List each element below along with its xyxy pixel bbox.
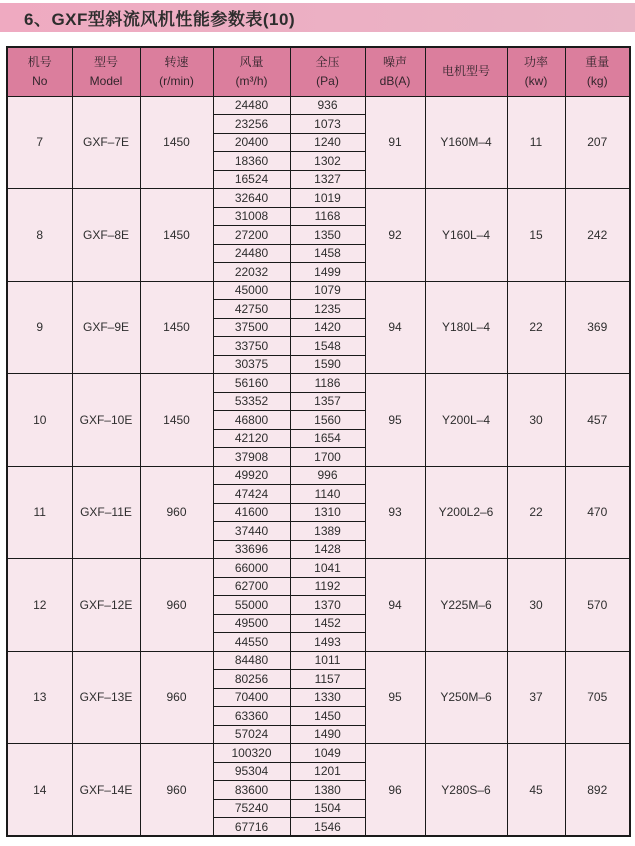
cell-no: 9 xyxy=(7,281,72,374)
cell-power: 22 xyxy=(507,281,565,374)
cell-pressure: 1235 xyxy=(290,300,365,319)
cell-flow: 16524 xyxy=(213,170,290,189)
table-row xyxy=(7,651,630,670)
cell-flow: 49500 xyxy=(213,614,290,633)
cell-pressure: 1370 xyxy=(290,596,365,615)
cell-flow: 37440 xyxy=(213,522,290,541)
cell-model: GXF–7E xyxy=(72,96,140,189)
cell-pressure: 1560 xyxy=(290,411,365,430)
cell-weight: 457 xyxy=(565,374,630,467)
cell-flow: 37908 xyxy=(213,448,290,467)
column-header-line2: dB(A) xyxy=(379,73,411,88)
cell-noise: 94 xyxy=(365,559,425,652)
cell-flow: 46800 xyxy=(213,411,290,430)
column-header xyxy=(7,47,72,96)
cell-motor: Y160M–4 xyxy=(425,96,507,189)
column-header-line1: 型号 xyxy=(93,55,118,70)
table-header xyxy=(7,47,630,96)
column-header-line1: 重量 xyxy=(585,55,610,70)
table-row xyxy=(7,281,630,300)
cell-pressure: 1073 xyxy=(290,115,365,134)
cell-power: 22 xyxy=(507,466,565,559)
cell-motor: Y280S–6 xyxy=(425,744,507,837)
cell-weight: 369 xyxy=(565,281,630,374)
header-row xyxy=(7,47,630,96)
column-header xyxy=(507,47,565,96)
cell-motor: Y200L–4 xyxy=(425,374,507,467)
column-header xyxy=(140,47,213,96)
cell-power: 30 xyxy=(507,559,565,652)
cell-power: 11 xyxy=(507,96,565,189)
cell-speed: 1450 xyxy=(140,96,213,189)
column-header xyxy=(565,47,630,96)
cell-no: 11 xyxy=(7,466,72,559)
cell-pressure: 936 xyxy=(290,96,365,115)
cell-noise: 93 xyxy=(365,466,425,559)
cell-power: 37 xyxy=(507,651,565,744)
cell-model: GXF–12E xyxy=(72,559,140,652)
column-header-line1: 全压 xyxy=(315,55,340,70)
cell-pressure: 1458 xyxy=(290,244,365,263)
cell-flow: 42120 xyxy=(213,429,290,448)
cell-speed: 1450 xyxy=(140,374,213,467)
cell-pressure: 1504 xyxy=(290,799,365,818)
cell-flow: 47424 xyxy=(213,485,290,504)
cell-flow: 70400 xyxy=(213,688,290,707)
cell-pressure: 1428 xyxy=(290,540,365,559)
cell-noise: 95 xyxy=(365,374,425,467)
cell-flow: 23256 xyxy=(213,115,290,134)
cell-flow: 27200 xyxy=(213,226,290,245)
cell-weight: 705 xyxy=(565,651,630,744)
column-header-line2: (kw) xyxy=(524,73,548,88)
cell-pressure: 1420 xyxy=(290,318,365,337)
cell-pressure: 1700 xyxy=(290,448,365,467)
cell-pressure: 1240 xyxy=(290,133,365,152)
cell-flow: 75240 xyxy=(213,799,290,818)
cell-pressure: 996 xyxy=(290,466,365,485)
cell-pressure: 1168 xyxy=(290,207,365,226)
cell-flow: 32640 xyxy=(213,189,290,208)
cell-pressure: 1654 xyxy=(290,429,365,448)
column-header xyxy=(213,47,290,96)
cell-pressure: 1201 xyxy=(290,762,365,781)
cell-pressure: 1493 xyxy=(290,633,365,652)
table-row xyxy=(7,744,630,763)
cell-model: GXF–13E xyxy=(72,651,140,744)
cell-noise: 95 xyxy=(365,651,425,744)
cell-flow: 45000 xyxy=(213,281,290,300)
cell-pressure: 1350 xyxy=(290,226,365,245)
table-row xyxy=(7,559,630,578)
cell-speed: 1450 xyxy=(140,281,213,374)
cell-flow: 24480 xyxy=(213,244,290,263)
cell-flow: 44550 xyxy=(213,633,290,652)
column-header-line2: (Pa) xyxy=(316,73,339,88)
cell-flow: 57024 xyxy=(213,725,290,744)
cell-flow: 55000 xyxy=(213,596,290,615)
table-body xyxy=(7,96,630,836)
column-header-line1: 转速 xyxy=(164,55,189,70)
cell-speed: 960 xyxy=(140,559,213,652)
cell-pressure: 1380 xyxy=(290,781,365,800)
cell-speed: 960 xyxy=(140,466,213,559)
table-row xyxy=(7,189,630,208)
cell-flow: 53352 xyxy=(213,392,290,411)
cell-motor: Y225M–6 xyxy=(425,559,507,652)
cell-weight: 570 xyxy=(565,559,630,652)
cell-pressure: 1186 xyxy=(290,374,365,393)
cell-motor: Y250M–6 xyxy=(425,651,507,744)
cell-pressure: 1011 xyxy=(290,651,365,670)
cell-flow: 95304 xyxy=(213,762,290,781)
cell-model: GXF–8E xyxy=(72,189,140,282)
table-row xyxy=(7,466,630,485)
column-header-line1: 电机型号 xyxy=(441,64,490,79)
cell-speed: 960 xyxy=(140,651,213,744)
table-row xyxy=(7,96,630,115)
cell-flow: 63360 xyxy=(213,707,290,726)
column-header-line2: (m³/h) xyxy=(235,73,268,88)
fan-performance-table xyxy=(6,46,631,837)
cell-flow: 80256 xyxy=(213,670,290,689)
column-header-line2: (kg) xyxy=(586,73,608,88)
cell-power: 15 xyxy=(507,189,565,282)
cell-pressure: 1357 xyxy=(290,392,365,411)
cell-flow: 24480 xyxy=(213,96,290,115)
cell-pressure: 1192 xyxy=(290,577,365,596)
cell-flow: 41600 xyxy=(213,503,290,522)
cell-pressure: 1302 xyxy=(290,152,365,171)
cell-flow: 100320 xyxy=(213,744,290,763)
cell-flow: 37500 xyxy=(213,318,290,337)
column-header-line1: 功率 xyxy=(523,55,548,70)
cell-no: 14 xyxy=(7,744,72,837)
cell-pressure: 1041 xyxy=(290,559,365,578)
cell-speed: 1450 xyxy=(140,189,213,282)
cell-pressure: 1548 xyxy=(290,337,365,356)
cell-pressure: 1140 xyxy=(290,485,365,504)
cell-speed: 960 xyxy=(140,744,213,837)
cell-noise: 94 xyxy=(365,281,425,374)
cell-flow: 42750 xyxy=(213,300,290,319)
column-header xyxy=(72,47,140,96)
cell-model: GXF–11E xyxy=(72,466,140,559)
cell-no: 12 xyxy=(7,559,72,652)
cell-flow: 66000 xyxy=(213,559,290,578)
cell-power: 45 xyxy=(507,744,565,837)
column-header xyxy=(365,47,425,96)
cell-noise: 91 xyxy=(365,96,425,189)
column-header-line2: Model xyxy=(89,73,123,88)
cell-flow: 33696 xyxy=(213,540,290,559)
cell-flow: 84480 xyxy=(213,651,290,670)
cell-pressure: 1490 xyxy=(290,725,365,744)
cell-motor: Y200L2–6 xyxy=(425,466,507,559)
cell-pressure: 1049 xyxy=(290,744,365,763)
cell-flow: 31008 xyxy=(213,207,290,226)
cell-pressure: 1310 xyxy=(290,503,365,522)
cell-flow: 62700 xyxy=(213,577,290,596)
cell-power: 30 xyxy=(507,374,565,467)
column-header xyxy=(425,47,507,96)
cell-pressure: 1157 xyxy=(290,670,365,689)
cell-flow: 67716 xyxy=(213,818,290,837)
cell-pressure: 1079 xyxy=(290,281,365,300)
cell-weight: 242 xyxy=(565,189,630,282)
cell-flow: 22032 xyxy=(213,263,290,282)
page-title-bar xyxy=(0,3,635,32)
cell-flow: 49920 xyxy=(213,466,290,485)
page-title: 6、GXF型斜流风机性能参数表(10) xyxy=(24,10,296,29)
cell-pressure: 1546 xyxy=(290,818,365,837)
column-header-line1: 噪声 xyxy=(382,55,407,70)
cell-weight: 207 xyxy=(565,96,630,189)
column-header xyxy=(290,47,365,96)
cell-noise: 92 xyxy=(365,189,425,282)
cell-motor: Y160L–4 xyxy=(425,189,507,282)
cell-no: 10 xyxy=(7,374,72,467)
cell-flow: 33750 xyxy=(213,337,290,356)
cell-flow: 18360 xyxy=(213,152,290,171)
column-header-line2: No xyxy=(32,73,48,88)
cell-no: 8 xyxy=(7,189,72,282)
cell-model: GXF–9E xyxy=(72,281,140,374)
cell-flow: 20400 xyxy=(213,133,290,152)
cell-pressure: 1330 xyxy=(290,688,365,707)
cell-pressure: 1019 xyxy=(290,189,365,208)
column-header-line2: (r/min) xyxy=(159,73,194,88)
cell-noise: 96 xyxy=(365,744,425,837)
cell-motor: Y180L–4 xyxy=(425,281,507,374)
cell-pressure: 1499 xyxy=(290,263,365,282)
cell-flow: 83600 xyxy=(213,781,290,800)
column-header-line1: 机号 xyxy=(27,55,52,70)
cell-pressure: 1452 xyxy=(290,614,365,633)
cell-flow: 30375 xyxy=(213,355,290,374)
cell-pressure: 1327 xyxy=(290,170,365,189)
cell-weight: 470 xyxy=(565,466,630,559)
column-header-line1: 风量 xyxy=(239,55,264,70)
cell-pressure: 1450 xyxy=(290,707,365,726)
cell-no: 7 xyxy=(7,96,72,189)
cell-model: GXF–10E xyxy=(72,374,140,467)
cell-model: GXF–14E xyxy=(72,744,140,837)
cell-pressure: 1389 xyxy=(290,522,365,541)
cell-flow: 56160 xyxy=(213,374,290,393)
cell-no: 13 xyxy=(7,651,72,744)
table-row xyxy=(7,374,630,393)
cell-weight: 892 xyxy=(565,744,630,837)
cell-pressure: 1590 xyxy=(290,355,365,374)
